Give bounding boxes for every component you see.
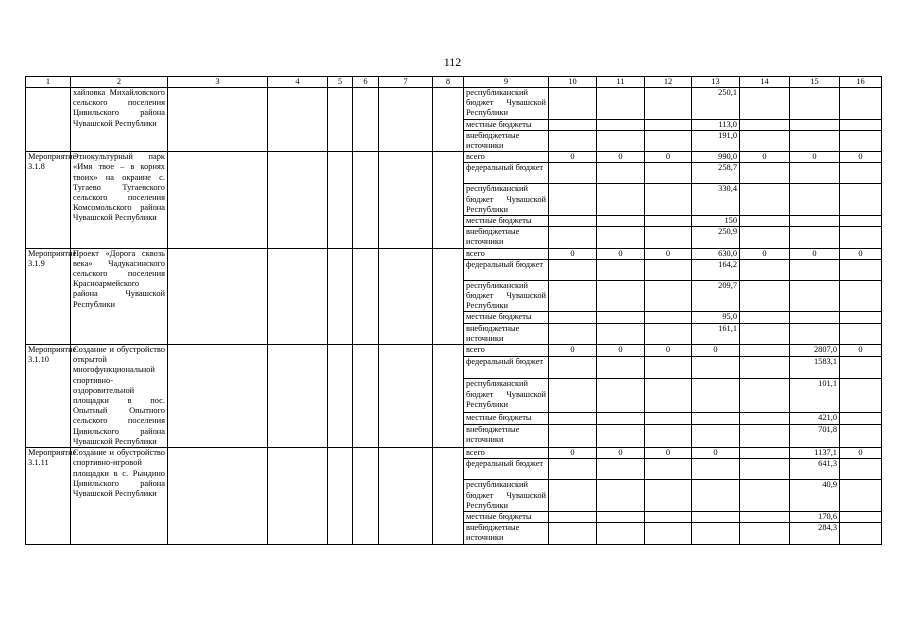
value-cell-col-15: 641,3 bbox=[790, 459, 840, 480]
value-cell-col-15: 170,6 bbox=[790, 511, 840, 522]
value-cell-col-12 bbox=[645, 88, 692, 120]
value-cell-col-13 bbox=[692, 379, 740, 413]
value-cell-col-16 bbox=[840, 511, 882, 522]
empty-cell-col-7 bbox=[379, 88, 433, 152]
value-cell-col-14 bbox=[740, 119, 790, 130]
value-cell-col-15 bbox=[790, 280, 840, 312]
value-cell-col-12 bbox=[645, 511, 692, 522]
funding-source-cell: федеральный бюджет bbox=[464, 163, 549, 184]
value-cell-col-12 bbox=[645, 130, 692, 151]
value-cell-col-15: 1583,1 bbox=[790, 357, 840, 379]
value-cell-col-13 bbox=[692, 357, 740, 379]
funding-source-cell: федеральный бюджет bbox=[464, 259, 549, 280]
measure-cell: Мероприятие 3.1.11 bbox=[26, 448, 71, 544]
empty-cell-col-3 bbox=[168, 248, 268, 344]
empty-cell-col-3 bbox=[168, 152, 268, 248]
value-cell-col-13: 95,0 bbox=[692, 312, 740, 323]
value-cell-col-11 bbox=[597, 216, 645, 227]
table-row bbox=[26, 345, 882, 357]
value-cell-col-16 bbox=[840, 130, 882, 151]
empty-cell-col-8 bbox=[433, 88, 464, 152]
value-cell-col-13: 250,1 bbox=[692, 88, 740, 120]
value-cell-col-16 bbox=[840, 480, 882, 512]
table-row bbox=[26, 88, 882, 120]
value-cell-col-11: 0 bbox=[597, 345, 645, 357]
value-cell-col-11 bbox=[597, 88, 645, 120]
funding-source-cell: местные бюджеты bbox=[464, 119, 549, 130]
value-cell-col-10 bbox=[549, 119, 597, 130]
value-cell-col-10 bbox=[549, 184, 597, 216]
empty-cell-col-8 bbox=[433, 448, 464, 544]
value-cell-col-13: 250,9 bbox=[692, 227, 740, 248]
empty-cell-col-6 bbox=[353, 88, 379, 152]
value-cell-col-16 bbox=[840, 425, 882, 448]
value-cell-col-11 bbox=[597, 379, 645, 413]
value-cell-col-14 bbox=[740, 413, 790, 425]
value-cell-col-11 bbox=[597, 312, 645, 323]
empty-cell-col-6 bbox=[353, 248, 379, 344]
empty-cell-col-6 bbox=[353, 448, 379, 544]
funding-source-cell: республиканский бюджет Чувашской Республики bbox=[464, 88, 549, 120]
description-cell: хайловка Михайловского сельского поселения Цивильского района Чувашской Республики bbox=[71, 88, 168, 152]
value-cell-col-10 bbox=[549, 323, 597, 344]
value-cell-col-16 bbox=[840, 163, 882, 184]
value-cell-col-15 bbox=[790, 163, 840, 184]
value-cell-col-14 bbox=[740, 184, 790, 216]
value-cell-col-11 bbox=[597, 184, 645, 216]
empty-cell-col-7 bbox=[379, 248, 433, 344]
funding-source-cell: внебюджетные источники bbox=[464, 425, 549, 448]
value-cell-col-11 bbox=[597, 280, 645, 312]
value-cell-col-14 bbox=[740, 379, 790, 413]
measure-cell: Мероприятие 3.1.9 bbox=[26, 248, 71, 344]
value-cell-col-10: 0 bbox=[549, 345, 597, 357]
column-number-14: 14 bbox=[740, 77, 790, 88]
funding-source-cell: всего bbox=[464, 152, 549, 163]
value-cell-col-15 bbox=[790, 119, 840, 130]
value-cell-col-11 bbox=[597, 413, 645, 425]
empty-cell-col-5 bbox=[328, 248, 353, 344]
value-cell-col-15 bbox=[790, 216, 840, 227]
value-cell-col-16 bbox=[840, 227, 882, 248]
value-cell-col-16 bbox=[840, 323, 882, 344]
value-cell-col-10 bbox=[549, 280, 597, 312]
value-cell-col-14 bbox=[740, 216, 790, 227]
measure-cell: Мероприятие 3.1.10 bbox=[26, 345, 71, 448]
empty-cell-col-5 bbox=[328, 345, 353, 448]
empty-cell-col-6 bbox=[353, 152, 379, 248]
empty-cell-col-4 bbox=[268, 248, 328, 344]
funding-source-cell: республиканский бюджет Чувашской Республики bbox=[464, 379, 549, 413]
value-cell-col-11 bbox=[597, 163, 645, 184]
value-cell-col-15 bbox=[790, 259, 840, 280]
funding-source-cell: внебюджетные источники bbox=[464, 323, 549, 344]
value-cell-col-14 bbox=[740, 480, 790, 512]
funding-source-cell: всего bbox=[464, 248, 549, 259]
value-cell-col-12 bbox=[645, 413, 692, 425]
empty-cell-col-4 bbox=[268, 345, 328, 448]
value-cell-col-13: 191,0 bbox=[692, 130, 740, 151]
value-cell-col-10 bbox=[549, 511, 597, 522]
value-cell-col-14 bbox=[740, 323, 790, 344]
value-cell-col-16 bbox=[840, 88, 882, 120]
column-number-1: 1 bbox=[26, 77, 71, 88]
value-cell-col-13: 630,0 bbox=[692, 248, 740, 259]
value-cell-col-16: 0 bbox=[840, 345, 882, 357]
value-cell-col-11 bbox=[597, 511, 645, 522]
funding-source-cell: республиканский бюджет Чувашской Республики bbox=[464, 480, 549, 512]
funding-source-cell: республиканский бюджет Чувашской Республики bbox=[464, 280, 549, 312]
value-cell-col-15: 0 bbox=[790, 152, 840, 163]
value-cell-col-14 bbox=[740, 312, 790, 323]
value-cell-col-15: 2807,0 bbox=[790, 345, 840, 357]
value-cell-col-13: 164,2 bbox=[692, 259, 740, 280]
empty-cell-col-5 bbox=[328, 448, 353, 544]
value-cell-col-15 bbox=[790, 227, 840, 248]
value-cell-col-14 bbox=[740, 357, 790, 379]
value-cell-col-12 bbox=[645, 480, 692, 512]
column-number-3: 3 bbox=[168, 77, 268, 88]
column-number-11: 11 bbox=[597, 77, 645, 88]
value-cell-col-15 bbox=[790, 323, 840, 344]
value-cell-col-14 bbox=[740, 425, 790, 448]
value-cell-col-11: 0 bbox=[597, 248, 645, 259]
value-cell-col-16 bbox=[840, 413, 882, 425]
value-cell-col-15: 0 bbox=[790, 248, 840, 259]
value-cell-col-12 bbox=[645, 523, 692, 544]
value-cell-col-10 bbox=[549, 425, 597, 448]
value-cell-col-12 bbox=[645, 357, 692, 379]
empty-cell-col-4 bbox=[268, 448, 328, 544]
empty-cell-col-4 bbox=[268, 152, 328, 248]
value-cell-col-13 bbox=[692, 413, 740, 425]
column-number-12: 12 bbox=[645, 77, 692, 88]
value-cell-col-15 bbox=[790, 130, 840, 151]
value-cell-col-11 bbox=[597, 523, 645, 544]
value-cell-col-13 bbox=[692, 523, 740, 544]
value-cell-col-11 bbox=[597, 425, 645, 448]
value-cell-col-16 bbox=[840, 312, 882, 323]
description-cell: Создание и обустройство спортивно-игровой площадки в с. Рындино Цивильского района Чувашской Республики bbox=[71, 448, 168, 544]
value-cell-col-12: 0 bbox=[645, 448, 692, 459]
value-cell-col-13: 113,0 bbox=[692, 119, 740, 130]
value-cell-col-13: 258,7 bbox=[692, 163, 740, 184]
value-cell-col-12 bbox=[645, 216, 692, 227]
column-number-9: 9 bbox=[464, 77, 549, 88]
value-cell-col-13: 161,1 bbox=[692, 323, 740, 344]
value-cell-col-14 bbox=[740, 448, 790, 459]
value-cell-col-12: 0 bbox=[645, 345, 692, 357]
column-number-6: 6 bbox=[353, 77, 379, 88]
value-cell-col-13 bbox=[692, 480, 740, 512]
funding-source-cell: федеральный бюджет bbox=[464, 459, 549, 480]
page-number: 112 bbox=[443, 55, 462, 69]
empty-cell-col-3 bbox=[168, 88, 268, 152]
value-cell-col-13 bbox=[692, 425, 740, 448]
funding-source-cell: внебюджетные источники bbox=[464, 523, 549, 544]
value-cell-col-13: 0 bbox=[692, 448, 740, 459]
value-cell-col-12 bbox=[645, 425, 692, 448]
value-cell-col-10 bbox=[549, 459, 597, 480]
value-cell-col-11 bbox=[597, 130, 645, 151]
measure-cell: Мероприятие 3.1.8 bbox=[26, 152, 71, 248]
description-cell: Создание и обустройство открытой многофункциональной спортивно-оздоровительной площадки в пос. Опытный Опытного сельского поселения Цивильского района Чувашской Республики bbox=[71, 345, 168, 448]
value-cell-col-16: 0 bbox=[840, 152, 882, 163]
value-cell-col-10: 0 bbox=[549, 152, 597, 163]
value-cell-col-14 bbox=[740, 345, 790, 357]
value-cell-col-14: 0 bbox=[740, 152, 790, 163]
column-number-5: 5 bbox=[328, 77, 353, 88]
column-number-15: 15 bbox=[790, 77, 840, 88]
empty-cell-col-7 bbox=[379, 345, 433, 448]
value-cell-col-12 bbox=[645, 312, 692, 323]
value-cell-col-16 bbox=[840, 357, 882, 379]
funding-source-cell: местные бюджеты bbox=[464, 511, 549, 522]
value-cell-col-14 bbox=[740, 511, 790, 522]
value-cell-col-14 bbox=[740, 130, 790, 151]
value-cell-col-13 bbox=[692, 459, 740, 480]
empty-cell-col-8 bbox=[433, 152, 464, 248]
value-cell-col-16 bbox=[840, 280, 882, 312]
table-row bbox=[26, 448, 882, 459]
value-cell-col-14 bbox=[740, 459, 790, 480]
description-cell: Проект «Дорога сквозь века» Чадукасинского сельского поселения Красноармейского района Чувашской Республики bbox=[71, 248, 168, 344]
value-cell-col-12 bbox=[645, 459, 692, 480]
value-cell-col-16 bbox=[840, 459, 882, 480]
funding-source-cell: местные бюджеты bbox=[464, 216, 549, 227]
column-number-2: 2 bbox=[71, 77, 168, 88]
value-cell-col-15: 40,9 bbox=[790, 480, 840, 512]
funding-source-cell: всего bbox=[464, 345, 549, 357]
value-cell-col-13: 209,7 bbox=[692, 280, 740, 312]
value-cell-col-14 bbox=[740, 163, 790, 184]
measure-cell bbox=[26, 88, 71, 152]
value-cell-col-10: 0 bbox=[549, 448, 597, 459]
value-cell-col-15 bbox=[790, 88, 840, 120]
empty-cell-col-8 bbox=[433, 248, 464, 344]
column-number-7: 7 bbox=[379, 77, 433, 88]
empty-cell-col-6 bbox=[353, 345, 379, 448]
value-cell-col-10 bbox=[549, 88, 597, 120]
value-cell-col-10 bbox=[549, 379, 597, 413]
value-cell-col-15 bbox=[790, 312, 840, 323]
value-cell-col-12 bbox=[645, 227, 692, 248]
value-cell-col-13: 0 bbox=[692, 345, 740, 357]
value-cell-col-13: 990,0 bbox=[692, 152, 740, 163]
value-cell-col-14 bbox=[740, 523, 790, 544]
value-cell-col-10 bbox=[549, 480, 597, 512]
value-cell-col-12 bbox=[645, 379, 692, 413]
column-number-row bbox=[26, 77, 882, 88]
value-cell-col-16 bbox=[840, 184, 882, 216]
value-cell-col-14 bbox=[740, 227, 790, 248]
value-cell-col-14: 0 bbox=[740, 248, 790, 259]
value-cell-col-13: 330,4 bbox=[692, 184, 740, 216]
value-cell-col-10: 0 bbox=[549, 248, 597, 259]
value-cell-col-15: 701,8 bbox=[790, 425, 840, 448]
value-cell-col-16 bbox=[840, 259, 882, 280]
value-cell-col-10 bbox=[549, 259, 597, 280]
value-cell-col-15: 101,1 bbox=[790, 379, 840, 413]
empty-cell-col-3 bbox=[168, 448, 268, 544]
empty-cell-col-7 bbox=[379, 152, 433, 248]
funding-source-cell: республиканский бюджет Чувашской Республики bbox=[464, 184, 549, 216]
value-cell-col-11 bbox=[597, 480, 645, 512]
value-cell-col-11 bbox=[597, 119, 645, 130]
empty-cell-col-7 bbox=[379, 448, 433, 544]
empty-cell-col-3 bbox=[168, 345, 268, 448]
value-cell-col-16 bbox=[840, 216, 882, 227]
value-cell-col-10 bbox=[549, 523, 597, 544]
value-cell-col-15 bbox=[790, 184, 840, 216]
value-cell-col-12 bbox=[645, 259, 692, 280]
value-cell-col-15: 421,0 bbox=[790, 413, 840, 425]
funding-source-cell: местные бюджеты bbox=[464, 413, 549, 425]
value-cell-col-16: 0 bbox=[840, 448, 882, 459]
value-cell-col-11 bbox=[597, 323, 645, 344]
funding-source-cell: местные бюджеты bbox=[464, 312, 549, 323]
value-cell-col-16 bbox=[840, 523, 882, 544]
value-cell-col-13: 150 bbox=[692, 216, 740, 227]
value-cell-col-12 bbox=[645, 184, 692, 216]
value-cell-col-12: 0 bbox=[645, 152, 692, 163]
column-number-4: 4 bbox=[268, 77, 328, 88]
budget-table bbox=[25, 76, 882, 545]
value-cell-col-16 bbox=[840, 379, 882, 413]
column-number-13: 13 bbox=[692, 77, 740, 88]
value-cell-col-12 bbox=[645, 163, 692, 184]
value-cell-col-11: 0 bbox=[597, 448, 645, 459]
value-cell-col-12 bbox=[645, 119, 692, 130]
value-cell-col-14 bbox=[740, 280, 790, 312]
column-number-16: 16 bbox=[840, 77, 882, 88]
value-cell-col-12 bbox=[645, 280, 692, 312]
value-cell-col-16 bbox=[840, 119, 882, 130]
funding-source-cell: всего bbox=[464, 448, 549, 459]
empty-cell-col-5 bbox=[328, 88, 353, 152]
value-cell-col-10 bbox=[549, 163, 597, 184]
funding-source-cell: федеральный бюджет bbox=[464, 357, 549, 379]
empty-cell-col-8 bbox=[433, 345, 464, 448]
funding-source-cell: внебюджетные источники bbox=[464, 130, 549, 151]
value-cell-col-11 bbox=[597, 227, 645, 248]
value-cell-col-12: 0 bbox=[645, 248, 692, 259]
column-number-8: 8 bbox=[433, 77, 464, 88]
column-number-10: 10 bbox=[549, 77, 597, 88]
value-cell-col-11: 0 bbox=[597, 152, 645, 163]
value-cell-col-11 bbox=[597, 357, 645, 379]
value-cell-col-14 bbox=[740, 88, 790, 120]
value-cell-col-16: 0 bbox=[840, 248, 882, 259]
value-cell-col-15: 284,3 bbox=[790, 523, 840, 544]
value-cell-col-10 bbox=[549, 312, 597, 323]
value-cell-col-10 bbox=[549, 130, 597, 151]
value-cell-col-12 bbox=[645, 323, 692, 344]
value-cell-col-13 bbox=[692, 511, 740, 522]
value-cell-col-10 bbox=[549, 216, 597, 227]
description-cell: Этнокультурный парк «Имя твое – в корнях твоих» на окраине с. Тугаево Тугаевского сельского поселения Комсомольского района Чувашской Республики bbox=[71, 152, 168, 248]
value-cell-col-10 bbox=[549, 357, 597, 379]
empty-cell-col-5 bbox=[328, 152, 353, 248]
value-cell-col-15: 1137,1 bbox=[790, 448, 840, 459]
value-cell-col-10 bbox=[549, 413, 597, 425]
empty-cell-col-4 bbox=[268, 88, 328, 152]
table-row bbox=[26, 152, 882, 163]
value-cell-col-11 bbox=[597, 259, 645, 280]
value-cell-col-14 bbox=[740, 259, 790, 280]
value-cell-col-10 bbox=[549, 227, 597, 248]
value-cell-col-11 bbox=[597, 459, 645, 480]
table-row bbox=[26, 248, 882, 259]
funding-source-cell: внебюджетные источники bbox=[464, 227, 549, 248]
